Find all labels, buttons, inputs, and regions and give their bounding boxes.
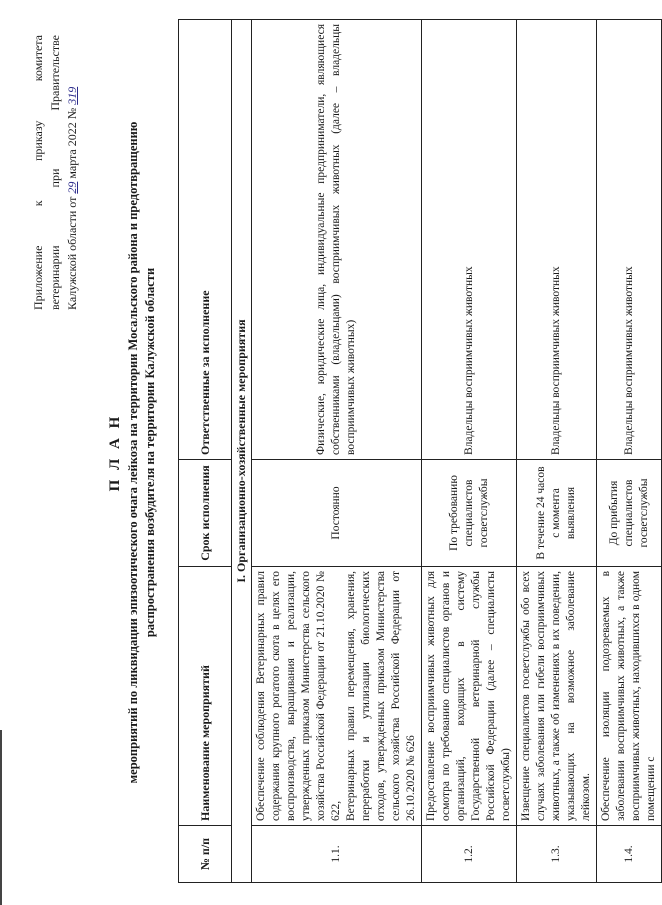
row-term: По требованию специалистов госветслужбы (422, 460, 517, 567)
row-name: Предоставление восприимчивых животных для осмотра по требованию специалистов органов и организаций, входящих в систему Государственной ветеринарной службы Российской Федерации (далее – специалисты госветслужбы) (422, 567, 517, 826)
row-num: 1.3. (517, 826, 597, 883)
header-num: № п/п (179, 826, 232, 883)
row-resp: Владельцы восприимчивых животных (422, 20, 517, 460)
appendix-date-prefix: Калужской области от (65, 196, 79, 310)
row-num: 1.2. (422, 826, 517, 883)
section-row (232, 20, 252, 883)
header-term: Срок исполнения (179, 460, 232, 567)
appendix-note (30, 35, 81, 310)
handwritten-day: 29 (65, 181, 79, 194)
appendix-date-middle: марта 2022 № (65, 107, 79, 179)
row-name (252, 567, 422, 826)
row-resp: Физические, юридические лица, индивидуальные предприниматели, являющиеся собственниками (владельцами) восприимчивых животных (далее – владельцы восприимчивых животных) (252, 20, 422, 460)
row-resp: Владельцы восприимчивых животных (517, 20, 597, 460)
row-num: 1.4. (597, 826, 662, 883)
section-title: I. Организационно-хозяйственные мероприятия (232, 20, 252, 883)
plan-table (178, 19, 662, 883)
appendix-line-1: Приложение к приказу комитета (31, 35, 45, 310)
appendix-line-3 (64, 35, 81, 310)
row-term: В течение 24 часов с момента выявления (517, 460, 597, 567)
table-header-row (179, 20, 232, 883)
header-name: Наименование мероприятий (179, 567, 232, 826)
row-name-part-2: Ветеринарных правил перемещения, хранения, переработки и утилизации биологических отходов, утвержденных приказом Министерства сельского хозяйства Российской Федерации от 26.10.2020 № 626 (345, 571, 417, 821)
row-term: До прибытия специалистов госветслужбы (597, 460, 662, 567)
handwritten-number: 319 (65, 86, 79, 105)
table-row (597, 20, 662, 883)
row-name: Извещение специалистов госветслужбы обо всех случаях заболевания или гибели восприимчивых животных, а также об изменениях в их поведении, указывающих на возможное заболевание лейкозом. (517, 567, 597, 826)
table-row (252, 20, 422, 883)
row-name: Обеспечение изоляции подозреваемых в заболевании восприимчивых животных, а также восприимчивых животных, находившихся в одном помещении с (597, 567, 662, 826)
plan-subtitle-line-2: распространения возбудителя на территории Калужской области (143, 267, 157, 638)
plan-subtitle-line-1: мероприятий по ликвидации эпизоотического очага лейкоза на территории Мосальского района и предотвращению (126, 121, 140, 784)
row-num: 1.1. (252, 826, 422, 883)
row-term: Постоянно (252, 460, 422, 567)
plan-heading: П Л А Н (107, 413, 123, 492)
header-resp: Ответственные за исполнение (179, 20, 232, 460)
row-resp: Владельцы восприимчивых животных (597, 20, 662, 460)
appendix-line-2: ветеринарии при Правительстве (48, 35, 62, 310)
table-row (517, 20, 597, 883)
row-name-part-1: Обеспечение соблюдения Ветеринарных правил содержания крупного рогатого скота в целях его воспроизводства, выращивания и реализации, утвержденных приказом Министерства сельского хозяйства Российской Федерации от 21.10.2020 № 622, (255, 571, 342, 821)
table-row (422, 20, 517, 883)
plan-title (105, 40, 159, 865)
